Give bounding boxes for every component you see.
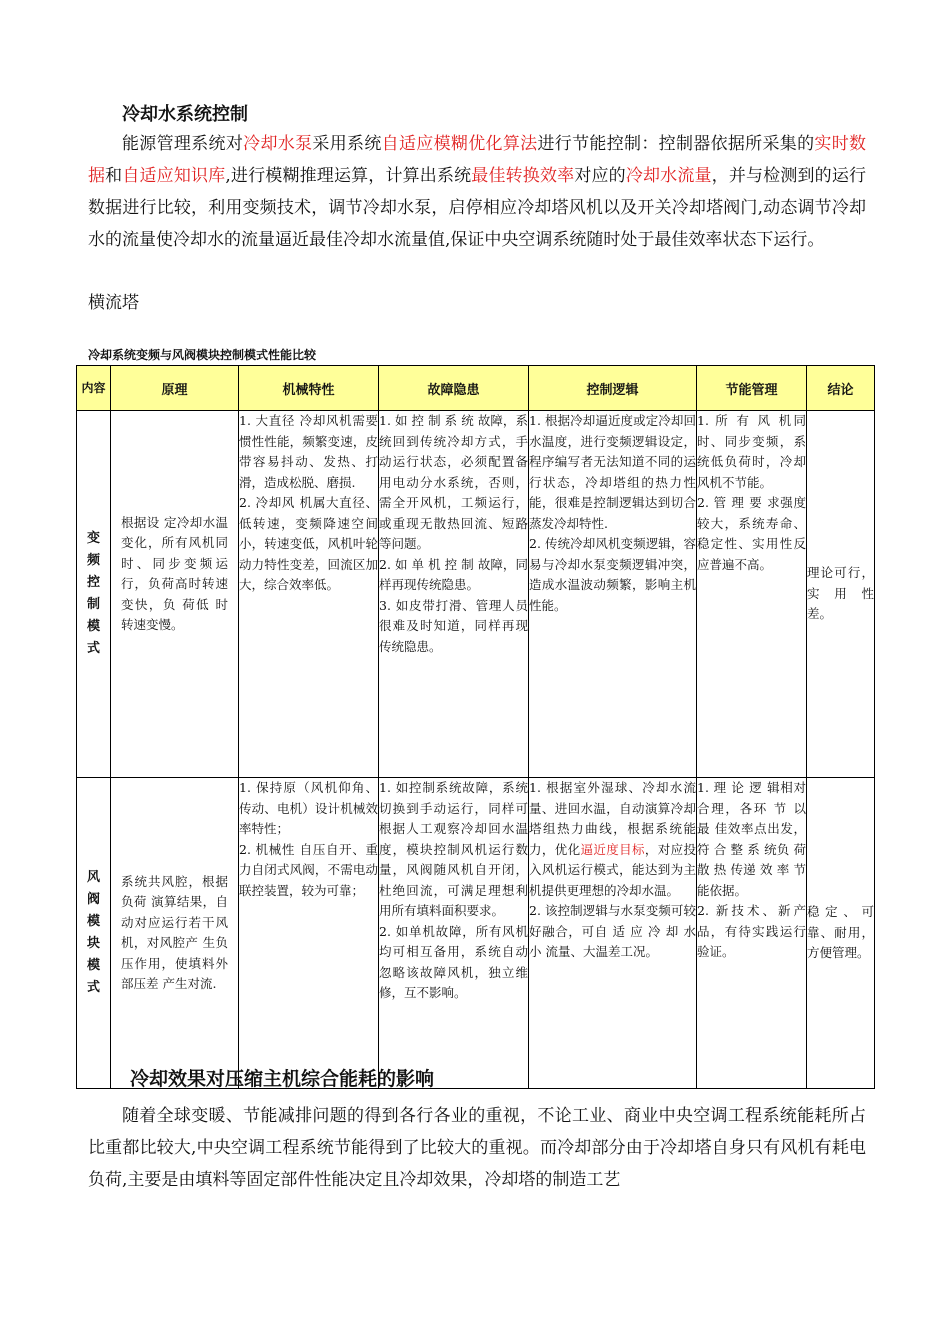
highlight-term: 冷却水流量 [625,166,712,186]
highlight-term: 自适应知识库 [122,166,226,186]
cell-logic [529,411,697,778]
list-item: 2. 冷却风 机属大直径、低转速，变频降速空间小，转速变低，风机叶轮动力特性变差，回流区加大，综合效率低。 [239,495,378,592]
table-header-row [77,366,875,411]
header-conclusion: 结论 [807,366,875,411]
para-run: ，并与检测到的运行数据进行比较，利用变频技术，调节冷却水泵，启停相应冷却塔风机以及开关冷却塔阀门,动态调节冷却水的流量使冷却水的流量逼近最佳冷却水流量值,保证中央空调系统随时处于最佳效率状态下运行。 [88,166,867,250]
list-item: 3. 如皮带打滑、管理人员很难及时知道，同样再现传统隐患。 [379,597,528,654]
list-item: 1. 理 论 逻 辑相对合理，各环 节 以 最 佳效率点出发，符 合 整 系 统负 荷 散 热 传递 效 率 节 能依据。 [697,780,806,898]
crossflow-tower-label: 横流塔 [88,293,139,313]
list-item: 2. 如单机故障，所有风机均可相互备用，系统自动忽略该故障风机，独立维修，互不影响。 [379,923,528,1000]
para-run: 能源管理系统对 [122,134,244,154]
cell-mechanical [239,778,379,1089]
paragraph-cooling-effect: 随着全球变暖、节能减排问题的得到各行各业的重视，不论工业、商业中央空调工程系统能耗所占比重都比较大,中央空调工程系统节能得到了比较大的重视。而冷却部分由于冷却塔自身只有风机有耗电负荷,主要是由填料等固定部件性能决定且冷却效果，冷却塔的制造工艺 [88,1106,866,1190]
para-run: 进行节能控制：控制器依据所采集的 [537,134,815,154]
text-run: 2. 该控制逻辑与水泵变频可较好融合，可自 适 应 冷 却 水 小 流量、大温差工况。 [529,903,696,959]
list-item: 2. 如 单 机 控 制 故障，同样再现传统隐患。 [379,556,528,592]
para-run: 采用系统 [312,134,382,154]
list-item: 2. 新技术、新产品，有待实践运行验证。 [697,903,806,959]
highlight-term: 冷却水泵 [243,134,313,154]
list-item [529,778,696,901]
list-item: 1. 如 控 制 系 统 故障，系统回到传统冷却方式，手动运行状态，必须配置备用电动分水系统，否则，需全开风机，工频运行，或重现无散热回流、短路等问题。 [379,413,528,551]
cell-principle [111,411,239,778]
section-heading-cooling-water-control: 冷却水系统控制 [122,104,248,125]
header-mechanical: 机械特性 [239,366,379,411]
list-item: 1. 根据冷却逼近度或定冷却回水温度，进行变频逻辑设定，程序编写者无法知道不同的运行状态，冷却塔组的热力性能，很难是控制逻辑达到切合蒸发冷却特性. [529,413,696,531]
header-content: 内容 [77,366,111,411]
cell-logic [529,778,697,1089]
cell-text: 系统共风腔，根据负荷 演算结果，自动对应运行若干风机，对风腔产 生负压作用，使填料外部压差 产生对流. [121,873,228,991]
comparison-table [76,365,875,1089]
highlight-term: 逼近度目标 [580,841,645,857]
para-run: ,进行模糊推理运算，计算出系统 [225,166,472,186]
list-item: 1. 如控制系统故障，系统切换到手动运行，同样可根据人工观察冷却回水温度，模块控制风机运行数量，风阀随风机自开闭，杜绝回流，可满足理想利用所有填料面积要求。 [379,780,528,918]
list-item: 1. 所 有 风 机同时、同步变频，系统低负荷时，冷却风机不节能。 [697,413,806,490]
section-heading-cooling-effect: 冷却效果对压缩主机综合能耗的影响 [130,1068,435,1090]
cell-text: 理论可行，实 用 性差。 [807,565,874,622]
cell-fault [379,411,529,778]
table-caption: 冷却系统变频与风阀模块控制模式性能比较 [88,348,317,362]
cell-energy [697,411,807,778]
text-run: 1. 根据室外湿球、冷却水流量、进回水温，自动演算冷却塔组热力曲线，根据系统能力，优化 [529,780,696,857]
cell-principle [111,778,239,1089]
header-fault: 故障隐患 [379,366,529,411]
text-run: ，对应投入风机运行模式，能达到为主机提供更理想的冷却水温。 [529,841,696,898]
para-run: 对应的 [574,166,626,186]
paragraph-cooling-water-control [88,128,866,256]
para-run: 和 [105,166,123,186]
list-item: 2. 传统冷却风机变频逻辑，容易与冷却水泵变频逻辑冲突，造成水温波动频繁，影响主机性能。 [529,536,696,613]
table-row-damper [77,778,875,1089]
header-energy: 节能管理 [697,366,807,411]
list-item [529,901,696,963]
header-logic: 控制逻辑 [529,366,697,411]
highlight-term: 最佳转换效率 [471,166,575,186]
cell-text: 根据设 定冷却水温变化，所有风机同时、同步变频运行，负荷高时转速变快，负 荷低 时转速变慢。 [121,514,228,632]
row-label [77,411,111,778]
header-principle: 原理 [111,366,239,411]
highlight-term: 实时数据 [88,134,867,186]
cell-conclusion [807,778,875,1089]
row-label-text: 风阀模块模式 [86,870,100,995]
cell-conclusion [807,411,875,778]
highlight-term: 自适应模糊优化算法 [381,134,538,154]
list-item: 2. 机械性 自压自开、重力自闭式风阀，不需电动联控装置，较为可靠； [239,841,378,898]
list-item: 2. 管 理 要 求强度较大，系统寿命、稳定性、实用性反应普遍不高。 [697,495,806,572]
row-label-text: 变频控制模式 [86,531,100,656]
list-item: 1. 保持原（风机仰角、传动、电机）设计机械效率特性； [239,780,378,836]
table-row-vfd [77,411,875,778]
cell-text: 稳定、可靠、耐用，方便管理。 [807,904,874,961]
cell-mechanical [239,411,379,778]
row-label [77,778,111,1089]
cell-energy [697,778,807,1089]
cell-fault [379,778,529,1089]
list-item: 1. 大直径 冷却风机需要惯性性能，频繁变速，皮带容易抖动、发热、打滑，造成松脱、磨损. [239,413,378,490]
